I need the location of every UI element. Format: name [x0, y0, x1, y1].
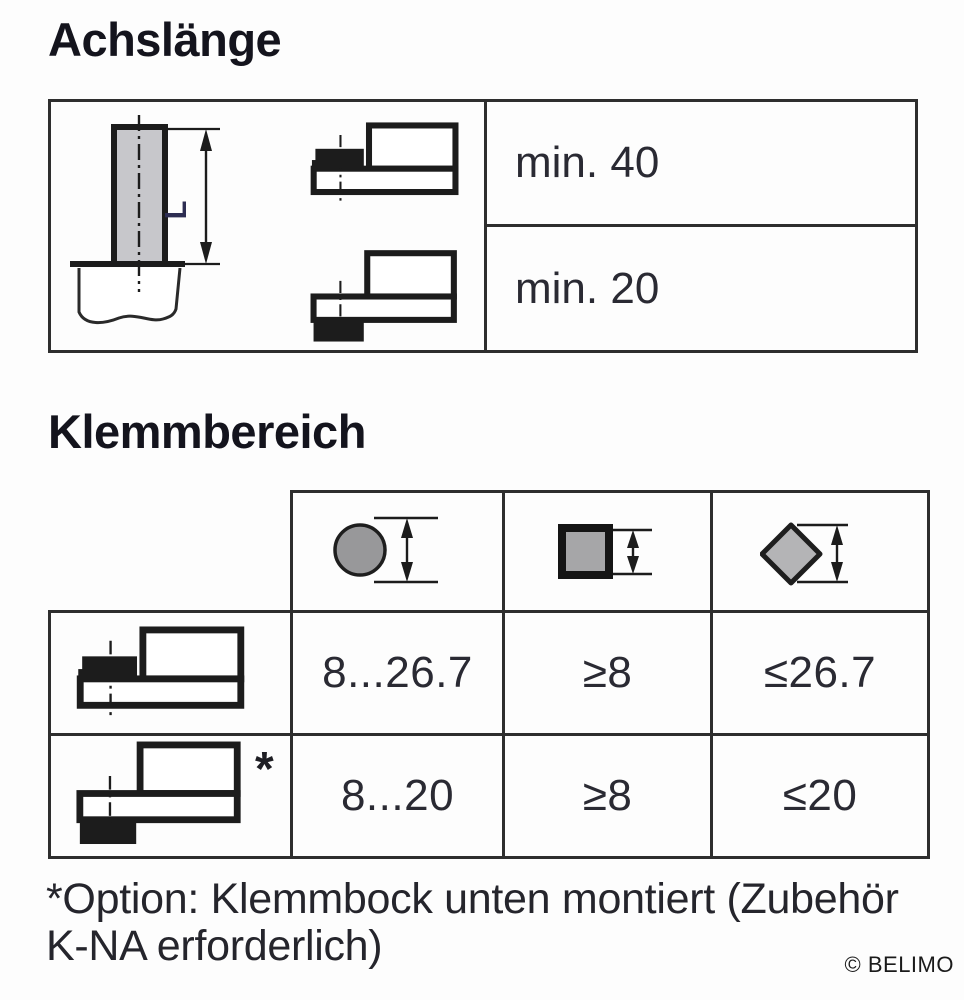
min-length-top-value: min. 40	[515, 138, 660, 187]
min-length-top-cell	[487, 102, 915, 224]
klemmbereich-table	[48, 490, 930, 859]
header-spacer-cell	[48, 490, 290, 610]
row-clamp-bottom-diagram-cell	[48, 733, 290, 859]
square-range-bottom: ≥8	[582, 771, 633, 820]
clamp-notch	[78, 669, 84, 681]
footnote-line1: *Option: Klemmbock unten montiert (Zubehör	[46, 875, 899, 923]
square-shaft-icon	[555, 521, 660, 583]
clamp-block-bottom	[80, 822, 136, 843]
dim-arrowhead-down	[627, 556, 639, 574]
value-cell-diamond-row1	[710, 610, 930, 733]
value-cell-square-row1	[502, 610, 710, 733]
achslaenge-table	[48, 99, 918, 353]
actuator-body	[143, 630, 241, 679]
diamond-range-top: ≤26.7	[763, 648, 877, 697]
actuator-body	[367, 253, 454, 296]
footnote-line2: K-NA erforderlich)	[46, 922, 383, 970]
actuator-body	[140, 744, 237, 793]
footnote	[46, 876, 926, 970]
dim-arrowhead-up	[831, 525, 843, 545]
header-diamond-shaft-cell	[710, 490, 930, 610]
dim-arrowhead-up	[401, 518, 413, 538]
dim-arrowhead-up	[200, 129, 212, 151]
mounting-bracket	[314, 169, 456, 192]
mounting-bracket	[314, 297, 454, 320]
actuator-clamp-bottom-icon	[309, 248, 461, 345]
header-round-shaft-cell	[290, 490, 502, 610]
diamond-shaft-icon	[760, 514, 880, 589]
actuator-body	[369, 125, 455, 168]
value-cell-diamond-row2	[710, 733, 930, 859]
dim-arrowhead-down	[200, 242, 212, 264]
header-square-shaft-cell	[502, 490, 710, 610]
diamond-range-bottom: ≤20	[782, 771, 858, 820]
square-shaft-shape	[562, 528, 609, 575]
actuator-clamp-bottom-icon	[75, 739, 245, 848]
dim-arrowhead-up	[627, 530, 639, 548]
clamp-notch	[312, 160, 317, 170]
min-length-bottom-value: min. 20	[515, 263, 660, 313]
mounting-bracket	[80, 679, 241, 705]
section-title-achslaenge: Achslänge	[48, 13, 282, 66]
round-range-bottom: 8...20	[340, 771, 455, 820]
round-shaft-shape	[335, 525, 385, 575]
dim-arrowhead-down	[401, 562, 413, 582]
value-cell-round-row2	[290, 733, 502, 859]
actuator-clamp-top-icon	[309, 122, 461, 205]
dimension-label: L	[158, 200, 193, 220]
square-range-top: ≥8	[582, 648, 633, 697]
copyright-belimo: © BELIMO	[844, 952, 954, 977]
shaft-length-diagram	[58, 112, 223, 347]
round-shaft-icon	[330, 504, 465, 599]
damper-blade	[79, 268, 180, 323]
mounting-bracket	[80, 793, 237, 819]
actuator-clamp-top-icon	[75, 626, 247, 720]
footnote-asterisk-marker: *	[255, 743, 274, 796]
value-cell-round-row1	[290, 610, 502, 733]
dim-arrowhead-down	[831, 562, 843, 582]
value-cell-square-row2	[502, 733, 710, 859]
round-range-top: 8...26.7	[322, 648, 473, 697]
min-length-bottom-cell	[487, 227, 915, 350]
diamond-shaft-shape	[762, 525, 820, 583]
clamp-block-bottom	[314, 322, 364, 341]
section-title-klemmbereich: Klemmbereich	[48, 405, 366, 458]
row-clamp-top-diagram-cell	[48, 610, 290, 733]
